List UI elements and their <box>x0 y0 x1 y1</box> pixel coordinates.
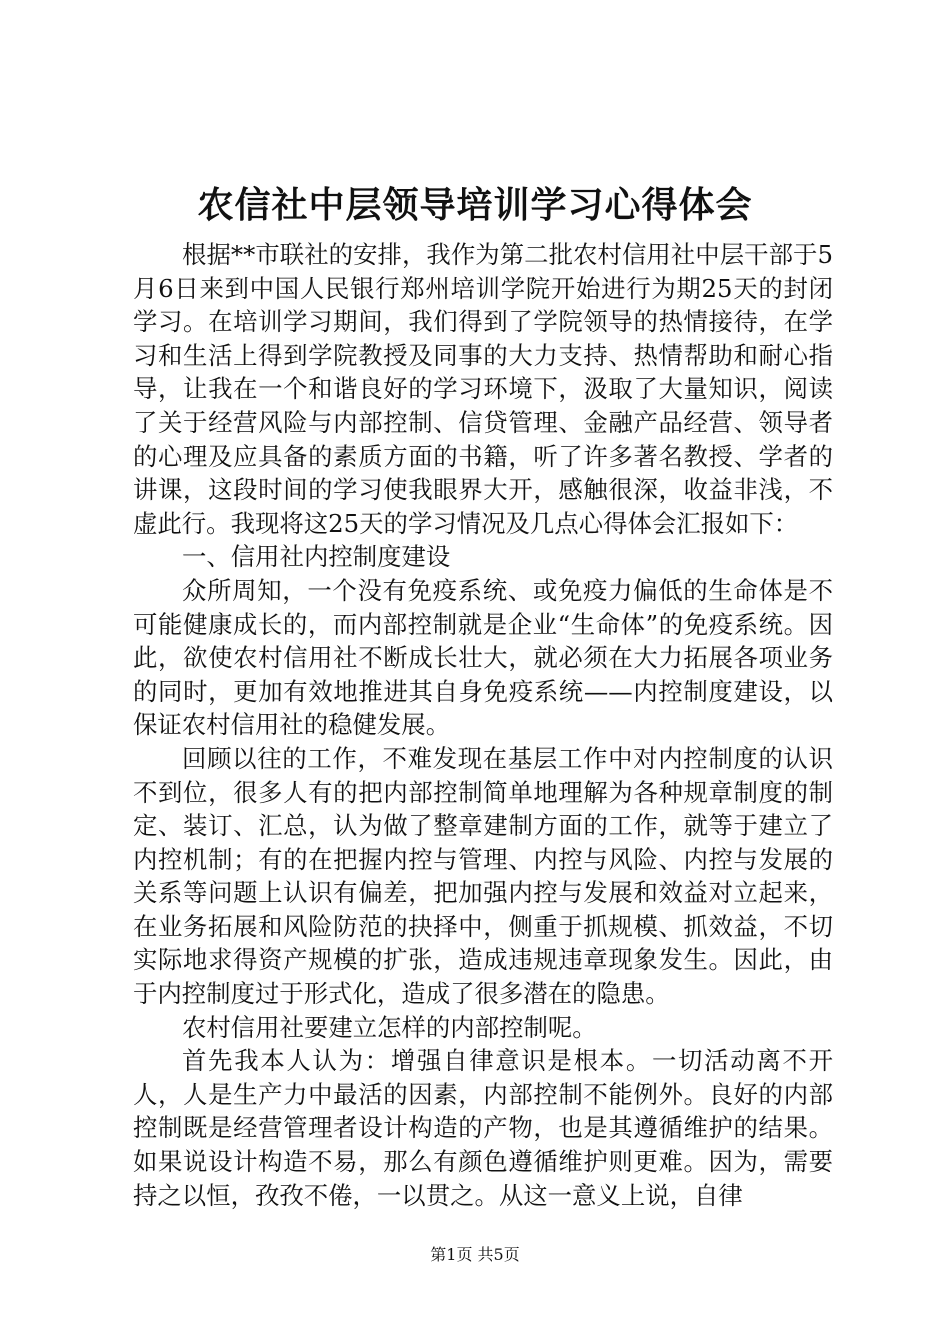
paragraph-question: 农村信用社要建立怎样的内部控制呢。 <box>182 1012 597 1042</box>
document-title: 农信社中层领导培训学习心得体会 <box>197 184 753 226</box>
paragraph-immune-system: 众所周知，一个没有免疫系统、或免疫力偏低的生命体是不可能健康成长的，而内部控制就是企业“生命体”的免疫系统。因此，欲使农村信用社不断成长壮大，就必须在大力拓展各项业务的同时，更加有效地推进其自身免疫系统——内控制度建设，以保证农村信用社的稳健发展。 <box>133 575 833 740</box>
section-heading-1: 一、信用社内控制度建设 <box>182 542 451 572</box>
paragraph-review: 回顾以往的工作，不难发现在基层工作中对内控制度的认识不到位，很多人有的把内部控制简单地理解为各种规章制度的制定、装订、汇总，认为做了整章建制方面的工作，就等于建立了内控机制；有的在把握内控与管理、内控与风险、内控与发展的关系等问题上认识有偏差，把加强内控与发展和效益对立起来，在业务拓展和风险防范的抉择中，侧重于抓规模、抓效益，不切实际地求得资产规模的扩张，造成违规违章现象发生。因此，由于内控制度过于形式化，造成了很多潜在的隐患。 <box>133 743 833 1009</box>
page-footer: 第1页 共5页 <box>430 1245 520 1264</box>
paragraph-self-discipline: 首先我本人认为：增强自律意识是根本。一切活动离不开人，人是生产力中最活的因素，内部控制不能例外。良好的内部控制既是经营管理者设计构造的产物，也是其遵循维护的结果。如果说设计构造不易，那么有颜色遵循维护则更难。因为，需要持之以恒，孜孜不倦，一以贯之。从这一意义上说，自律 <box>133 1046 833 1210</box>
document-body <box>133 238 833 1212</box>
paragraph-intro: 根据**市联社的安排，我作为第二批农村信用社中层干部于5月6日来到中国人民银行郑州培训学院开始进行为期25天的封闭学习。在培训学习期间，我们得到了学院领导的热情接待，在学习和生活上得到学院教授及同事的大力支持、热情帮助和耐心指导，让我在一个和谐良好的学习环境下，汲取了大量知识，阅读了关于经营风险与内部控制、信贷管理、金融产品经营、领导者的心理及应具备的素质方面的书籍，听了许多著名教授、学者的讲课，这段时间的学习使我眼界大开，感触很深，收益非浅，不虚此行。我现将这25天的学习情况及几点心得体会汇报如下： <box>133 240 833 538</box>
